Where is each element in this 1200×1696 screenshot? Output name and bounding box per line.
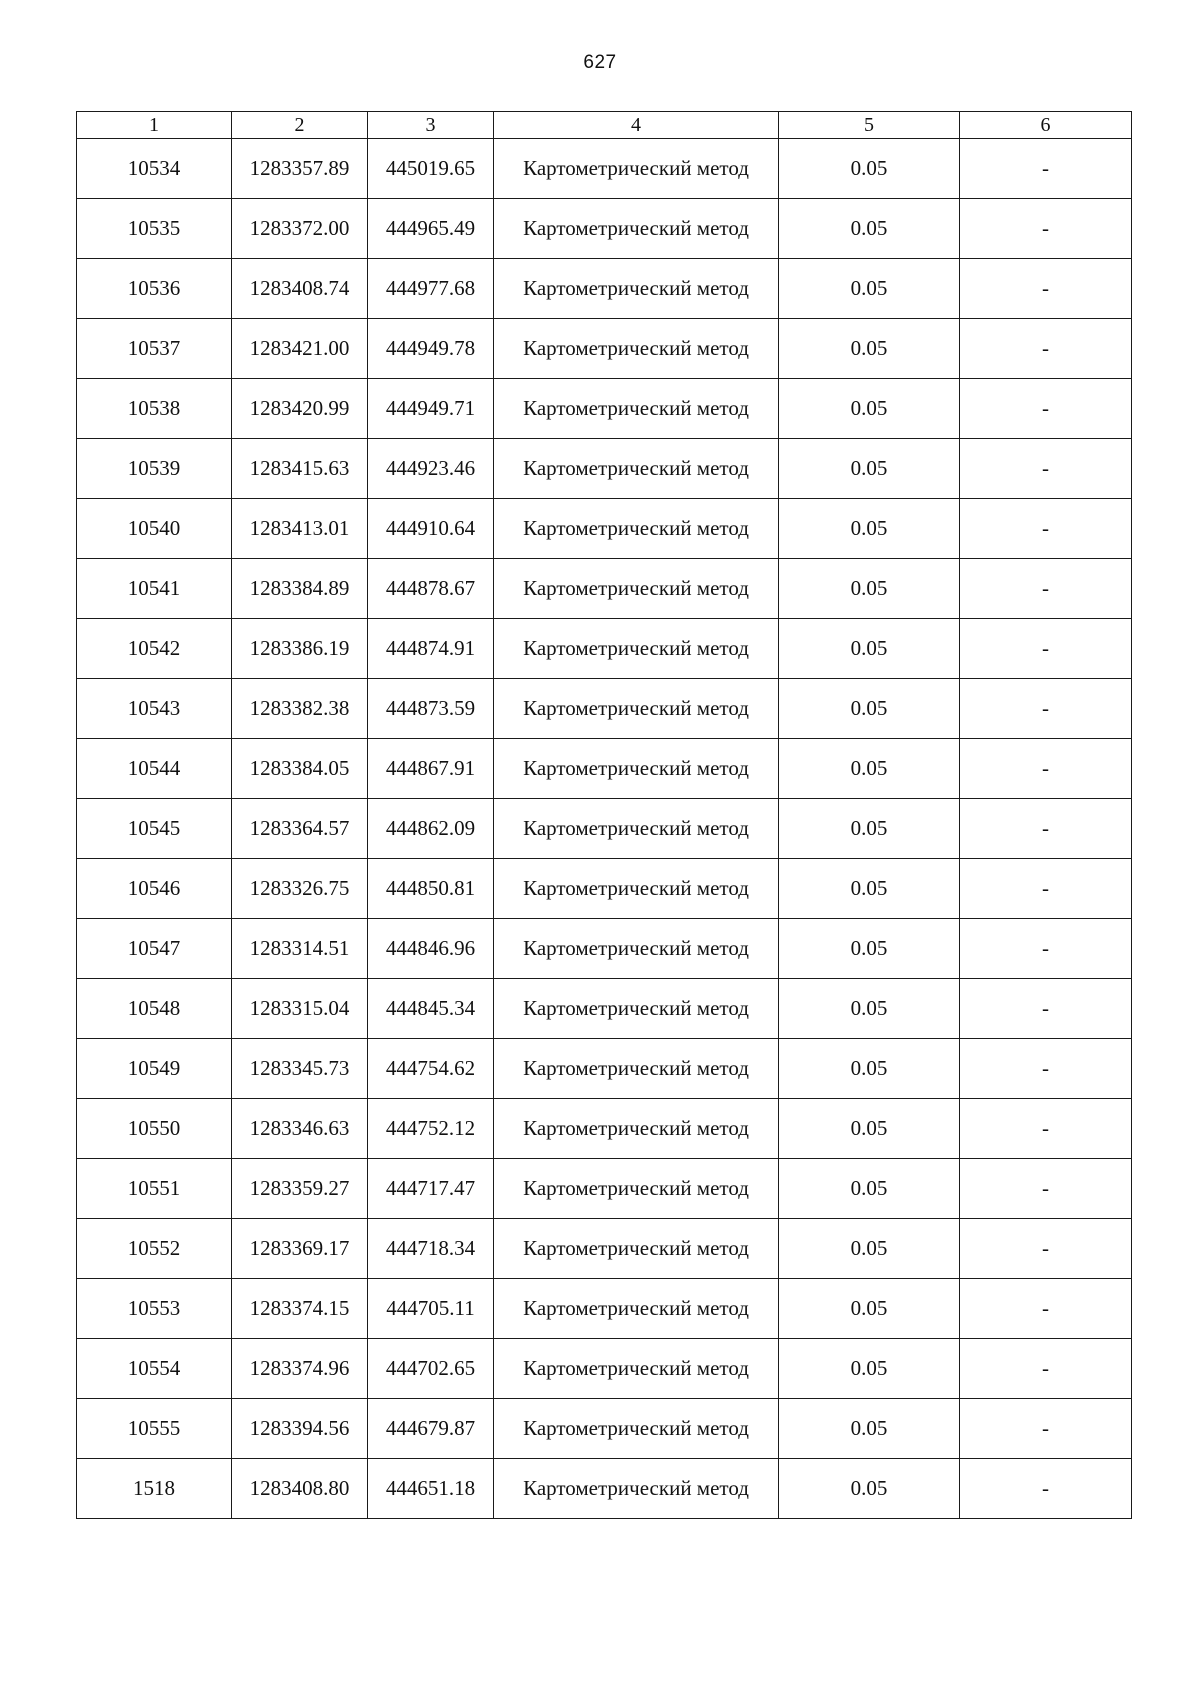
cell-x-coordinate: 1283394.56 [232, 1399, 368, 1459]
cell-accuracy: 0.05 [779, 1339, 960, 1399]
cell-method: Картометрический метод [494, 1459, 779, 1519]
cell-point-number: 10537 [77, 319, 232, 379]
cell-y-coordinate: 444949.71 [368, 379, 494, 439]
cell-x-coordinate: 1283359.27 [232, 1159, 368, 1219]
cell-description: - [960, 799, 1132, 859]
cell-method: Картометрический метод [494, 1039, 779, 1099]
cell-y-coordinate: 444705.11 [368, 1279, 494, 1339]
cell-accuracy: 0.05 [779, 679, 960, 739]
table-row [77, 259, 1132, 319]
cell-point-number: 10541 [77, 559, 232, 619]
cell-description: - [960, 619, 1132, 679]
cell-method: Картометрический метод [494, 139, 779, 199]
cell-accuracy: 0.05 [779, 259, 960, 319]
cell-description: - [960, 1279, 1132, 1339]
cell-description: - [960, 1399, 1132, 1459]
cell-y-coordinate: 444702.65 [368, 1339, 494, 1399]
cell-y-coordinate: 444977.68 [368, 259, 494, 319]
column-header-accuracy: 5 [779, 112, 960, 139]
cell-accuracy: 0.05 [779, 739, 960, 799]
cell-x-coordinate: 1283374.96 [232, 1339, 368, 1399]
cell-accuracy: 0.05 [779, 1219, 960, 1279]
page-number: 627 [583, 52, 617, 73]
cell-y-coordinate: 444679.87 [368, 1399, 494, 1459]
cell-description: - [960, 139, 1132, 199]
cell-point-number: 10536 [77, 259, 232, 319]
cell-y-coordinate: 444718.34 [368, 1219, 494, 1279]
cell-method: Картометрический метод [494, 1219, 779, 1279]
cell-y-coordinate: 444754.62 [368, 1039, 494, 1099]
table-row [77, 319, 1132, 379]
cell-method: Картометрический метод [494, 679, 779, 739]
table-row [77, 499, 1132, 559]
cell-point-number: 10540 [77, 499, 232, 559]
cell-method: Картометрический метод [494, 559, 779, 619]
cell-x-coordinate: 1283372.00 [232, 199, 368, 259]
cell-x-coordinate: 1283415.63 [232, 439, 368, 499]
table-row [77, 1159, 1132, 1219]
cell-point-number: 10552 [77, 1219, 232, 1279]
cell-accuracy: 0.05 [779, 1039, 960, 1099]
cell-description: - [960, 559, 1132, 619]
table-row [77, 1339, 1132, 1399]
table-row [77, 1219, 1132, 1279]
cell-x-coordinate: 1283408.80 [232, 1459, 368, 1519]
table-row [77, 979, 1132, 1039]
cell-y-coordinate: 444910.64 [368, 499, 494, 559]
table-row [77, 139, 1132, 199]
cell-method: Картометрический метод [494, 979, 779, 1039]
cell-method: Картометрический метод [494, 919, 779, 979]
table-row [77, 559, 1132, 619]
cell-description: - [960, 1039, 1132, 1099]
cell-description: - [960, 259, 1132, 319]
cell-y-coordinate: 444965.49 [368, 199, 494, 259]
cell-y-coordinate: 444874.91 [368, 619, 494, 679]
cell-y-coordinate: 444850.81 [368, 859, 494, 919]
table-row [77, 799, 1132, 859]
cell-x-coordinate: 1283314.51 [232, 919, 368, 979]
table-body [77, 139, 1132, 1519]
cell-description: - [960, 919, 1132, 979]
cell-description: - [960, 1099, 1132, 1159]
cell-description: - [960, 1219, 1132, 1279]
cell-y-coordinate: 444845.34 [368, 979, 494, 1039]
column-header-method: 4 [494, 112, 779, 139]
cell-accuracy: 0.05 [779, 1399, 960, 1459]
cell-point-number: 10549 [77, 1039, 232, 1099]
table-row [77, 379, 1132, 439]
cell-point-number: 10555 [77, 1399, 232, 1459]
cell-accuracy: 0.05 [779, 499, 960, 559]
cell-x-coordinate: 1283326.75 [232, 859, 368, 919]
column-header-description: 6 [960, 112, 1132, 139]
cell-y-coordinate: 444846.96 [368, 919, 494, 979]
cell-accuracy: 0.05 [779, 559, 960, 619]
cell-method: Картометрический метод [494, 1339, 779, 1399]
table-row [77, 1099, 1132, 1159]
cell-description: - [960, 319, 1132, 379]
cell-method: Картометрический метод [494, 739, 779, 799]
coordinates-table [76, 111, 1132, 1519]
column-header-x-coordinate: 2 [232, 112, 368, 139]
cell-accuracy: 0.05 [779, 379, 960, 439]
cell-description: - [960, 499, 1132, 559]
cell-accuracy: 0.05 [779, 1279, 960, 1339]
cell-x-coordinate: 1283346.63 [232, 1099, 368, 1159]
cell-point-number: 10553 [77, 1279, 232, 1339]
cell-x-coordinate: 1283386.19 [232, 619, 368, 679]
cell-y-coordinate: 445019.65 [368, 139, 494, 199]
table-row [77, 1399, 1132, 1459]
cell-method: Картометрический метод [494, 259, 779, 319]
cell-x-coordinate: 1283315.04 [232, 979, 368, 1039]
cell-accuracy: 0.05 [779, 799, 960, 859]
cell-description: - [960, 1459, 1132, 1519]
cell-y-coordinate: 444949.78 [368, 319, 494, 379]
table-row [77, 1459, 1132, 1519]
cell-point-number: 10534 [77, 139, 232, 199]
cell-description: - [960, 379, 1132, 439]
cell-method: Картометрический метод [494, 379, 779, 439]
cell-point-number: 10548 [77, 979, 232, 1039]
cell-description: - [960, 1159, 1132, 1219]
cell-y-coordinate: 444923.46 [368, 439, 494, 499]
cell-description: - [960, 1339, 1132, 1399]
cell-y-coordinate: 444878.67 [368, 559, 494, 619]
table-row [77, 1039, 1132, 1099]
cell-point-number: 10543 [77, 679, 232, 739]
cell-x-coordinate: 1283357.89 [232, 139, 368, 199]
cell-point-number: 10550 [77, 1099, 232, 1159]
cell-description: - [960, 859, 1132, 919]
cell-method: Картометрический метод [494, 1279, 779, 1339]
cell-x-coordinate: 1283408.74 [232, 259, 368, 319]
table-row [77, 439, 1132, 499]
cell-accuracy: 0.05 [779, 979, 960, 1039]
cell-point-number: 10547 [77, 919, 232, 979]
cell-x-coordinate: 1283382.38 [232, 679, 368, 739]
cell-point-number: 10535 [77, 199, 232, 259]
table-row [77, 199, 1132, 259]
cell-accuracy: 0.05 [779, 439, 960, 499]
cell-method: Картометрический метод [494, 1159, 779, 1219]
cell-accuracy: 0.05 [779, 199, 960, 259]
cell-accuracy: 0.05 [779, 1159, 960, 1219]
cell-point-number: 10551 [77, 1159, 232, 1219]
cell-method: Картометрический метод [494, 499, 779, 559]
cell-method: Картометрический метод [494, 439, 779, 499]
cell-description: - [960, 979, 1132, 1039]
cell-y-coordinate: 444752.12 [368, 1099, 494, 1159]
cell-x-coordinate: 1283374.15 [232, 1279, 368, 1339]
cell-y-coordinate: 444873.59 [368, 679, 494, 739]
cell-x-coordinate: 1283421.00 [232, 319, 368, 379]
cell-x-coordinate: 1283369.17 [232, 1219, 368, 1279]
cell-x-coordinate: 1283413.01 [232, 499, 368, 559]
cell-accuracy: 0.05 [779, 1459, 960, 1519]
table-row [77, 739, 1132, 799]
table-row [77, 679, 1132, 739]
cell-method: Картометрический метод [494, 319, 779, 379]
cell-point-number: 10539 [77, 439, 232, 499]
cell-accuracy: 0.05 [779, 319, 960, 379]
cell-point-number: 10554 [77, 1339, 232, 1399]
table-row [77, 619, 1132, 679]
cell-accuracy: 0.05 [779, 139, 960, 199]
cell-accuracy: 0.05 [779, 859, 960, 919]
cell-x-coordinate: 1283384.05 [232, 739, 368, 799]
cell-x-coordinate: 1283384.89 [232, 559, 368, 619]
column-header-point-number: 1 [77, 112, 232, 139]
cell-method: Картометрический метод [494, 1099, 779, 1159]
cell-accuracy: 0.05 [779, 919, 960, 979]
cell-description: - [960, 439, 1132, 499]
cell-method: Картометрический метод [494, 199, 779, 259]
cell-x-coordinate: 1283345.73 [232, 1039, 368, 1099]
cell-description: - [960, 199, 1132, 259]
cell-y-coordinate: 444867.91 [368, 739, 494, 799]
cell-method: Картометрический метод [494, 1399, 779, 1459]
cell-method: Картометрический метод [494, 799, 779, 859]
header-row [77, 112, 1132, 139]
table-row [77, 859, 1132, 919]
cell-point-number: 10538 [77, 379, 232, 439]
cell-point-number: 10546 [77, 859, 232, 919]
cell-point-number: 1518 [77, 1459, 232, 1519]
cell-accuracy: 0.05 [779, 1099, 960, 1159]
table-header [77, 112, 1132, 139]
cell-description: - [960, 679, 1132, 739]
cell-y-coordinate: 444717.47 [368, 1159, 494, 1219]
cell-x-coordinate: 1283364.57 [232, 799, 368, 859]
column-header-y-coordinate: 3 [368, 112, 494, 139]
table-row [77, 1279, 1132, 1339]
cell-accuracy: 0.05 [779, 619, 960, 679]
cell-y-coordinate: 444651.18 [368, 1459, 494, 1519]
cell-point-number: 10545 [77, 799, 232, 859]
cell-point-number: 10542 [77, 619, 232, 679]
cell-description: - [960, 739, 1132, 799]
cell-method: Картометрический метод [494, 619, 779, 679]
cell-point-number: 10544 [77, 739, 232, 799]
table-row [77, 919, 1132, 979]
cell-method: Картометрический метод [494, 859, 779, 919]
cell-x-coordinate: 1283420.99 [232, 379, 368, 439]
cell-y-coordinate: 444862.09 [368, 799, 494, 859]
